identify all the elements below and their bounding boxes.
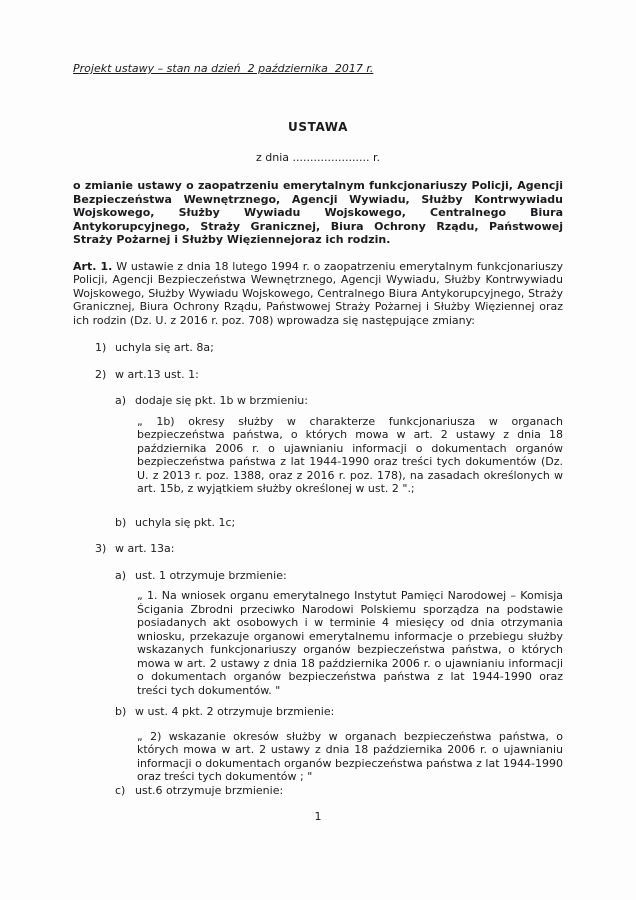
subject-paragraph: o zmianie ustawy o zaopatrzeniu emerytalnym funkcjonariuszy Policji, Agencji Bezpieczeństwa Wewnętrznego, Agencji Wywiadu, Służby Kontrwywiadu Wojskowego, Służby Wywiadu Wojskowego, Centralnego Biura Antykorupcyjnego, Straży Granicznej, Biura Ochrony Rządu, Państwowej Straży Pożarnej i Służby Więziennejoraz ich rodzin. [73,179,563,246]
list-item-2a-text: dodaje się pkt. 1b w brzmieniu: [135,394,308,407]
list-item-3-text: w art. 13a: [115,542,175,555]
page-number: 1 [314,810,322,823]
list-item-3-label: 3) [95,542,107,555]
quoted-provision-1b: „ 1b) okresy służby w charakterze funkcjonariusza w organach bezpieczeństwa państwa, o których mowa w art. 2 ustawy z dnia 18 października 2006 r. o ujawnianiu informacji o dokumentach organów bezpieczeństwa państwa z lat 1944-1990 oraz treści tych dokumentów (Dz. U. z 2013 r. poz. 1388, oraz z 2016 r. poz. 178), na zasadach określonych w art. 15b, z wyjątkiem służby określonej w ust. 2 ".; [137,414,563,495]
list-item-3a [115,569,563,583]
list-item-1-text: uchyla się art. 8a; [115,341,214,354]
list-item-1 [95,341,563,355]
list-item-2a-label: a) [115,394,127,407]
quoted-provision-ust1: „ 1. Na wniosek organu emerytalnego Instytut Pamięci Narodowej – Komisja Ścigania Zbrodni przeciwko Narodowi Polskiemu sporządza na podstawie posiadanych akt osobowych i w terminie 4 miesięcy od dnia otrzymania wniosku, przekazuje organowi emerytalnemu informacje o przebiegu służby wskazanych funkcjonariuszy organów bezpieczeństwa państwa, o których mowa w art. 2 ustawy z dnia 18 października 2006 r. o ujawnianiu informacji o dokumentach organów bezpieczeństwa państwa z lat 1944-1990 oraz treści tych dokumentów. " [137,589,563,697]
article-1-label: Art. 1. [73,259,113,273]
list-item-2 [95,368,563,382]
list-item-3b-label: b) [115,705,127,718]
list-item-2b-label: b) [115,515,127,529]
list-item-2b-text: uchyla się pkt. 1c; [135,515,236,529]
document-title: USTAWA [288,119,348,134]
list-item-3c-label: c) [115,783,126,797]
list-item-3b [115,705,563,719]
draft-status-note: Projekt ustawy – stan na dzień 2 października 2017 r. [73,62,374,75]
list-item-2-label: 2) [95,367,107,381]
list-item-3c-text: ust.6 otrzymuje brzmienie: [135,783,284,797]
date-placeholder-line: z dnia ...................... r. [256,150,380,164]
article-1-text: W ustawie z dnia 18 lutego 1994 r. o zaopatrzeniu emerytalnym funkcjonariuszy Policji, Agencji Bezpieczeństwa Wewnętrznego, Agencji Wywiadu, Służby Kontrwywiadu Wojskowego, Służby Wywiadu Wojskowego, Centralnego Biura Antykorupcyjnego, Straży Granicznej, Biura Ochrony Rządu, Państwowej Straży Pożarnej i Służby Więziennej oraz ich rodzin (Dz. U. z 2016 r. poz. 708) wprowadza się następujące zmiany: [73,259,563,327]
list-item-2b [115,516,563,530]
list-item-3b-text: w ust. 4 pkt. 2 otrzymuje brzmienie: [135,705,335,718]
list-item-2-text: w art.13 ust. 1: [115,367,199,381]
list-item-3 [95,542,563,556]
list-item-1-label: 1) [95,341,107,354]
quoted-provision-pkt2: „ 2) wskazanie okresów służby w organach bezpieczeństwa państwa, o których mowa w art. 2 ustawy z dnia 18 października 2006 r. o ujawnianiu informacji o dokumentach organów bezpieczeństwa państwa z lat 1944-1990 oraz treści tych dokumentów ; " [137,729,563,783]
list-item-3c [115,784,563,798]
list-item-3a-label: a) [115,568,127,582]
article-1-paragraph [73,260,563,328]
list-item-2a [115,394,563,408]
list-item-3a-text: ust. 1 otrzymuje brzmienie: [135,568,287,582]
